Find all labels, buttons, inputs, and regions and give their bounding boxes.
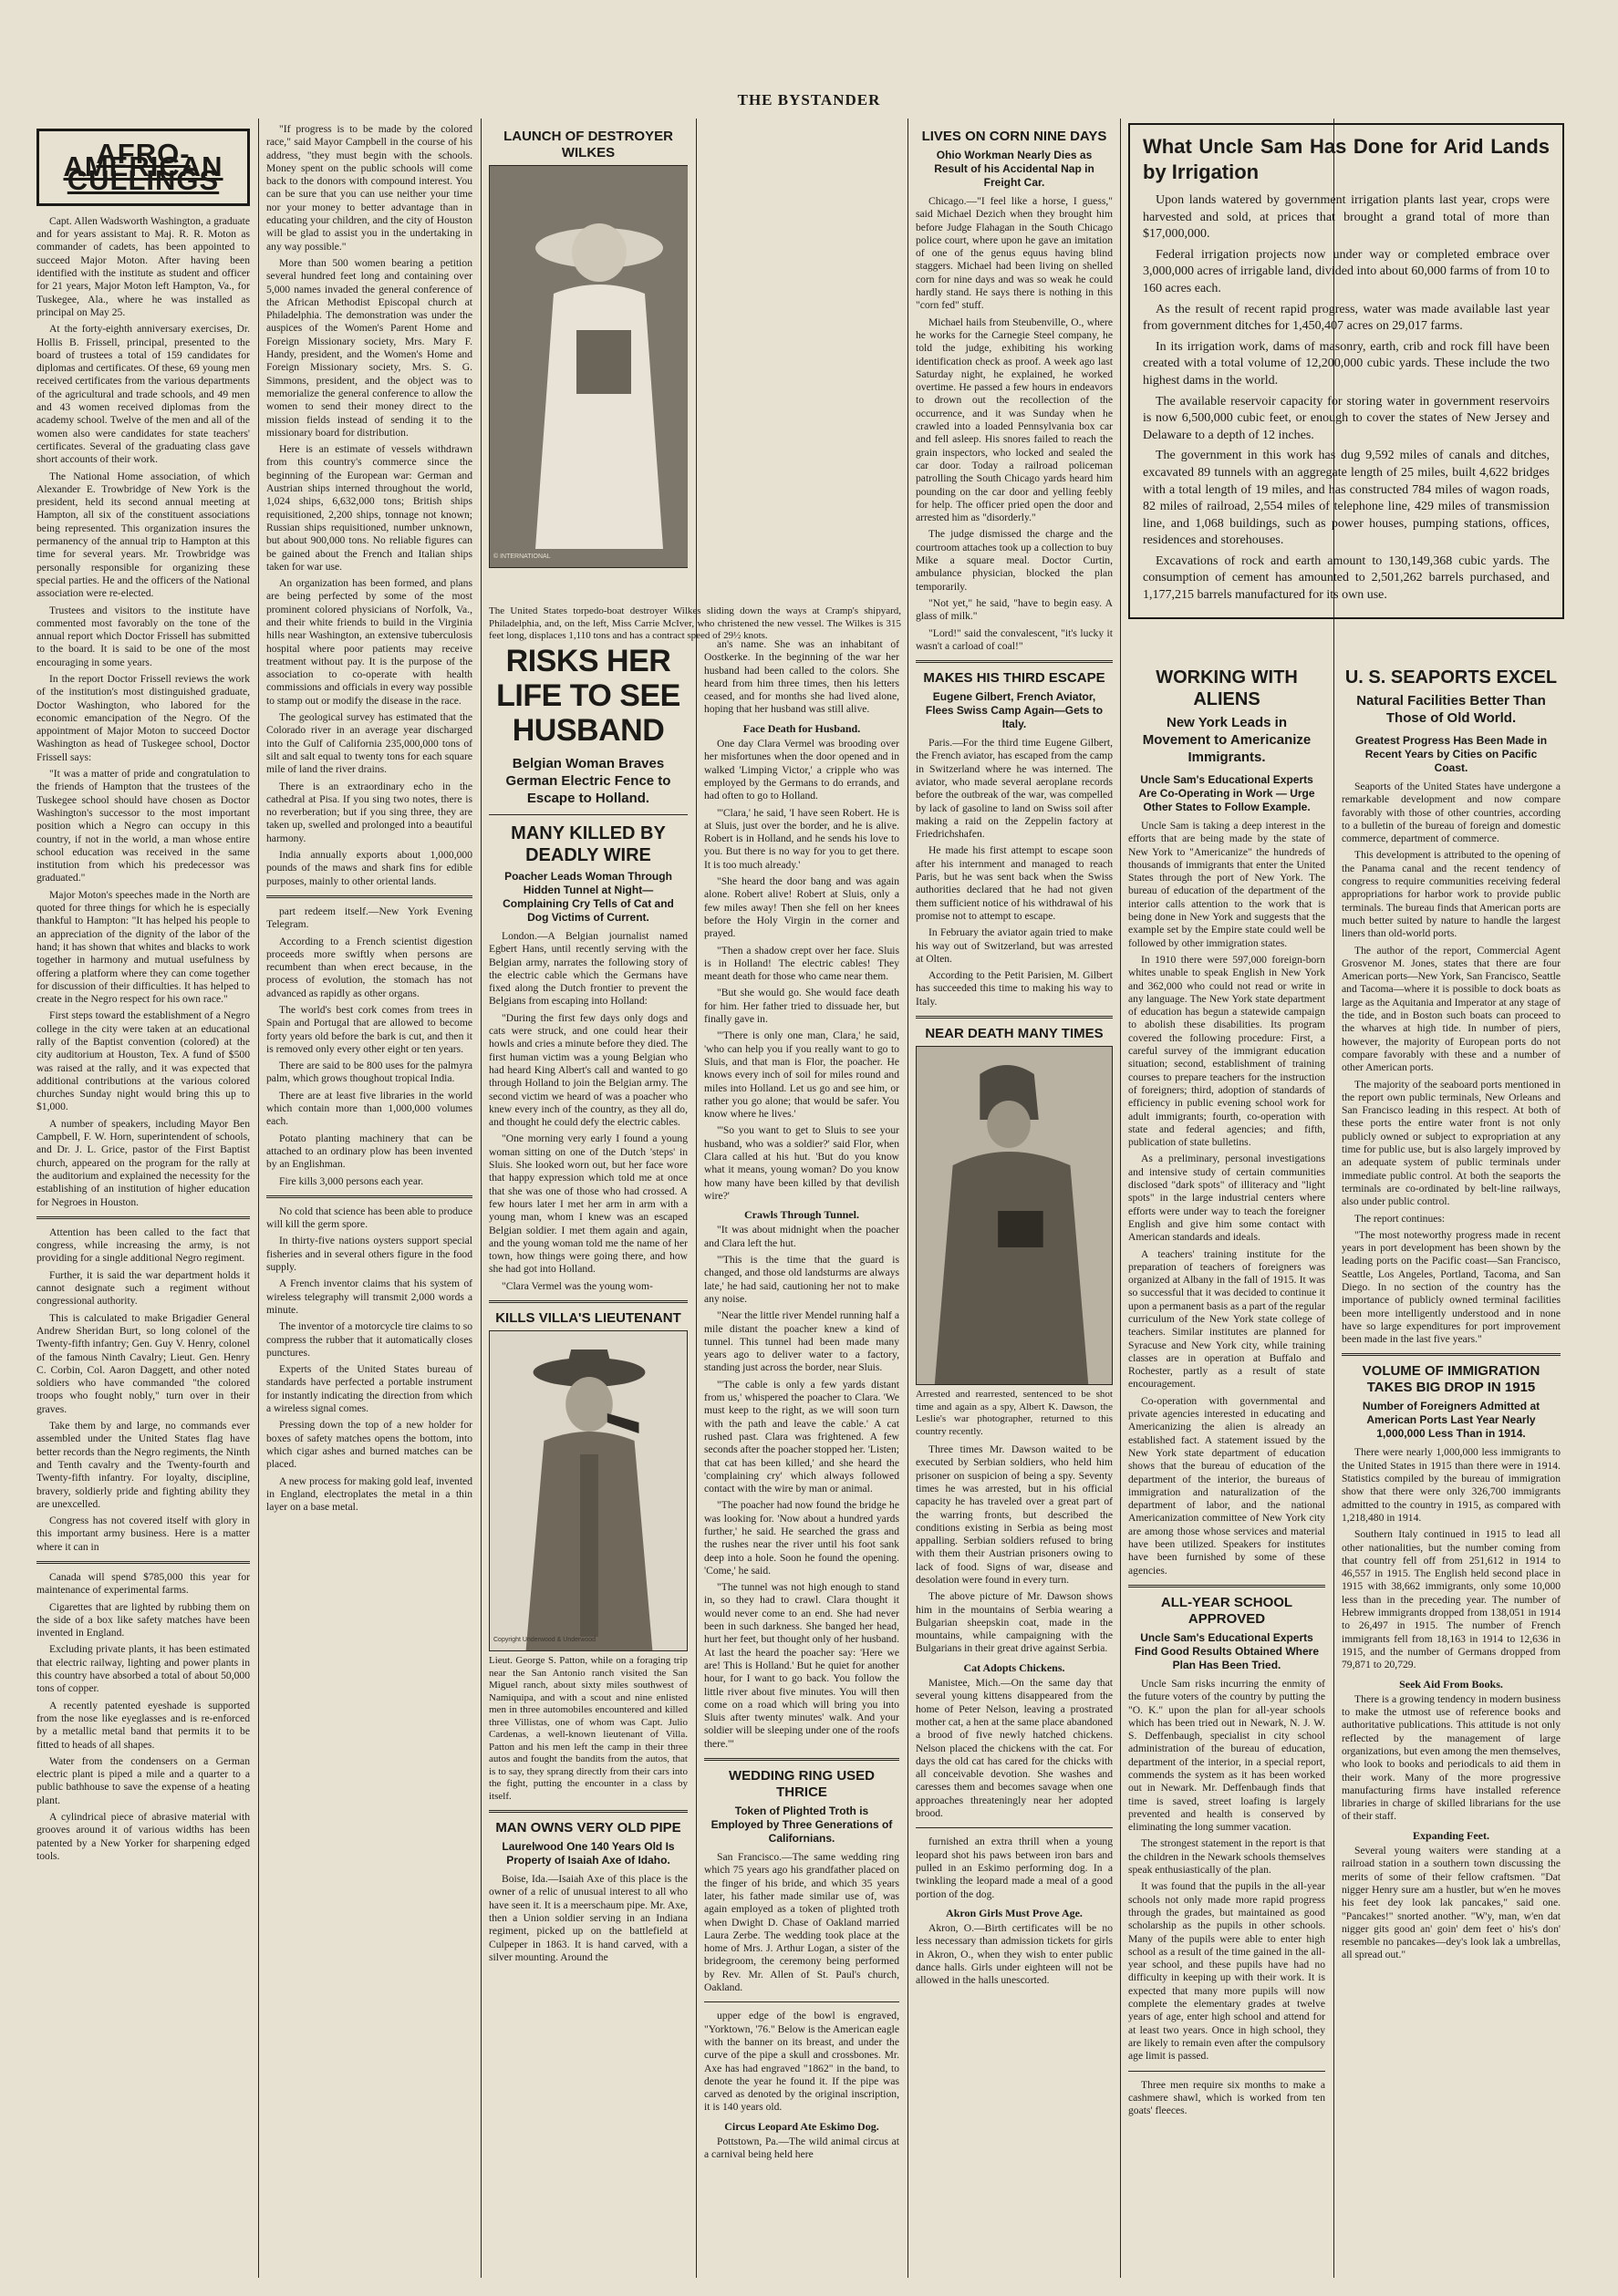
paragraph: A cylindrical piece of abrasive material with grooves around it of various widths has been patented by a New Yorker for sharpening edged tools.	[36, 1811, 250, 1862]
paragraph: Boise, Ida.—Isaiah Axe of this place is the owner of a relic of unusual interest to all who have seen it. It is a meerschaum pipe. Mr. Axe, then a Union soldier serving in an Indiana regiment, picked up on the battlefield at Culpeper in 1863. It is hand carved, with a silver mounting. Around the	[489, 1873, 688, 1963]
paragraph: Three men require six months to make a cashmere shawl, which is worked from ten goats' fleeces.	[1128, 2078, 1325, 2117]
paragraph: Akron, O.—Birth certificates will be no less necessary than admission tickets for girls in Akron, O., when they wish to enter public dance halls. Girls under eighteen will not be allowed in the halls unescorted.	[916, 1922, 1113, 1987]
section-divider	[1342, 1353, 1561, 1356]
paragraph: furnished an extra thrill when a young leopard shot his paws between iron bars and pulled in an Eskimo performing dog. In a twinkling the leopard made a meal of a good portion of the dog.	[916, 1836, 1113, 1900]
paragraph: "'The cable is only a few yards distant from us,' whispered the poacher to Clara. 'We must keep to the right, as we will soon turn with the path and leave the cable.' A cat rushed past. Clara was frightened. A few seconds after the poacher stopped her. 'Listen; that cat has been killed,' and she heard the 'complaining cry' which always followed contact with the wire by man or animal.	[704, 1378, 899, 1495]
paragraph: Water from the condensers on a German electric plant is piped a mile and a quarter to a public bathhouse to save the expense of a heating plant.	[36, 1754, 250, 1806]
paragraph: He made his first attempt to escape soon after his internment and managed to reach Paris, but he was sent back when the Swiss authorities declared that he had not given them sufficient notice of his withdrawal of his promise not to attempt to escape.	[916, 844, 1113, 922]
paragraph: Canada will spend $785,000 this year for maintenance of experimental farms.	[36, 1570, 250, 1597]
headline-seaports: U. S. SEAPORTS EXCEL	[1344, 667, 1558, 688]
paragraph: There is a growing tendency in modern business to make the utmost use of reference books and authoritative publications. This attitude is not only reflected by the management of large organizations, but even among the men themselves, who look to books and periodicals to aid them in their work. Many of the more progressive manufacturing firms have installed reference libraries in charge of skilled librarians for the use of their staff.	[1342, 1692, 1561, 1823]
paragraph: part redeem itself.—New York Evening Telegram.	[266, 905, 472, 931]
headline-third-escape: MAKES HIS THIRD ESCAPE	[923, 670, 1105, 687]
headline-old-pipe: MAN OWNS VERY OLD PIPE	[495, 1820, 681, 1836]
paragraph: "But she would go. She would face death for him. Her father tried to dissuade her, but finally gave in.	[704, 987, 899, 1026]
paragraph: Chicago.—"I feel like a horse, I guess," said Michael Dezich when they brought him before Judge Flahagan in the South Chicago police court, where upon he gave an imitation of one of the genus equus having blind staggers. Michael had been living on shelled corn for nine days and was so weak he could hardly stand. He says there is nothing in this "corn fed" stuff.	[916, 195, 1113, 312]
paragraph: An organization has been formed, and plans are being perfected by some of the most prominent colored physicians of Norfolk, Va., and their white friends to build in the Virginia hills near Washington, an extensive tuberculosis hospital where poor patients may receive treatment without pay. It is the purpose of the association to co-operate with health commissions and officials in every way possible to stamp out or modify the disease in the race.	[266, 577, 472, 707]
headline-risks-her-life: RISKS HER LIFE TO SEE HUSBAND	[496, 644, 680, 748]
deck: Poacher Leads Woman Through Hidden Tunnel at Night—Complaining Cry Tells of Cat and Dog Victims of Current.	[503, 870, 674, 924]
subhead: Face Death for Husband.	[742, 721, 861, 735]
photo-caption: Lieut. George S. Patton, while on a foraging trip near the San Antonio ranch visited the San Miguel ranch, about sixty miles southwest of Namiquipa, and with a scout and nine enlisted men in three automobiles encountered and killed three Villistas, one of whom was Capt. Julio Cardenas, a well-known lieutenant of Villa. Patton and his men left the camp in their three autos and fought the bandits from the autos, that is to say, they sprang directly from their cars into the fight, putting the encounter in a class by itself.	[489, 1655, 688, 1802]
paragraph: The author of the report, Commercial Agent Grosvenor M. Jones, states that there are four American ports—New York, San Francisco, Seattle and Tacoma—where it is possible to dock boats as large as the Aquitania and Imperator at any stage of the tide, and in Boston such boats can proceed to the wharves at high tide. In number of piers, however, the majority of European ports do not compare favorably with these and a number of other American ports.	[1342, 944, 1561, 1074]
subhead: Akron Girls Must Prove Age.	[946, 1906, 1083, 1919]
masthead: THE BYSTANDER	[737, 91, 881, 109]
paragraph: The world's best cork comes from trees in Spain and Portugal that are allowed to become forty years old before the bark is cut, and then it is removed only every other eight or ten years.	[266, 1004, 472, 1055]
paragraph: A French inventor claims that his system of wireless telegraphy will transmit 2,000 words a minute.	[266, 1277, 472, 1316]
deck: Token of Plighted Troth is Employed by Three Generations of Californians.	[710, 1805, 893, 1846]
paragraph: San Francisco.—The same wedding ring which 75 years ago his grandfather placed on the finger of his bride, and which 35 years later, his father made similar use of, was again employed as a token of plighted troth when Dwight D. Chase of Oakland married Laura Zerbe. The wedding took place at the home of Mrs. J. Arthur Logan, a sister of the bridegroom, the ceremony being performed by Rev. Mr. Allen of St. Paul's church, Oakland.	[704, 1851, 899, 1994]
box-title: What Uncle Sam Has Done for Arid Lands by Irrigation	[1143, 135, 1550, 183]
headline-working-aliens: WORKING WITH ALIENS	[1156, 667, 1298, 709]
paragraph: In thirty-five nations oysters support special fisheries and in several others figure in the food supply.	[266, 1235, 472, 1274]
deck: Uncle Sam's Educational Experts Are Co-Operating in Work — Urge Other States to Follow Example.	[1138, 773, 1315, 813]
paragraph: Congress has not covered itself with glory in this important army business. Here is a matter where it can in	[36, 1515, 250, 1553]
paragraph: There is an extraordinary echo in the cathedral at Pisa. If you sing two notes, there is no reverberation; but if you sing three, they are taken up, swelled and prolonged into a beautiful harmony.	[266, 780, 472, 844]
paragraph: The geological survey has estimated that the Colorado river in an average year discharged into the Gulf of California 235,000,000 tons of silt and salt equal to twenty tons for each square mile of land the river drains.	[266, 711, 472, 776]
paragraph: The report continues:	[1354, 1212, 1446, 1225]
paragraph: A new process for making gold leaf, invented in England, electroplates the metal in a thin layer on a base metal.	[266, 1474, 472, 1514]
paragraph: As the result of recent rapid progress, water was made available last year from government ditches for 1,450,407 acres on 29,017 farms.	[1143, 302, 1550, 334]
section-divider	[489, 1300, 688, 1303]
paragraph: This is calculated to make Brigadier General Andrew Sheridan Burt, so long colonel of the Twenty-fifth infantry; Gen. Guy V. Henry, colonel of the famous Ninth Cavalry; Lieut. Gen. Henry C. Corbin, Col. Aaron Daggett, and other noted soldiers who have commanded "the colored troops who fought nobly," turn over in their graves.	[36, 1311, 250, 1415]
paragraph: "It was about midnight when the poacher and Clara left the hut.	[704, 1224, 899, 1249]
paragraph: "The poacher had now found the bridge he was looking for. 'Now about a hundred yards further,' he said. He searched the grass and the rushes near the river until his foot sank deep into a hole. Soon he found the opening. 'Come,' he said.	[704, 1499, 899, 1577]
paragraph: "She heard the door bang and was again alone. Robert alive! Robert at Sluis, only a few miles away! Then she fell on her knees before the Holy Virgin in the corner and prayed.	[704, 875, 899, 940]
paragraph: There were nearly 1,000,000 less immigrants to the United States in 1915 than there were in 1914. Statistics compiled by the bureau of immigration show that there were only 326,700 immigrants admitted to the country in 1915, as compared with 1,218,480 in 1914.	[1342, 1446, 1561, 1524]
paragraph: Cigarettes that are lighted by rubbing them on the side of a box like safety matches have been invented in England.	[36, 1600, 250, 1639]
deck: Belgian Woman Braves German Electric Fence to Escape to Holland.	[505, 756, 671, 806]
section-divider	[916, 660, 1113, 663]
paragraph: Major Moton's speeches made in the North are quoted for three things for which he is especially thankful to Hampton: "It has helped his people to an appreciation of the dignity of the labor of the hand; it has shown that whites and blacks to work together in harmony and mutual usefulness by offering a platform where they can come together for discussion of their difficulties. It has helped to create in the Negro respect for his own race."	[36, 888, 250, 1006]
paragraph: "The tunnel was not high enough to stand in, so they had to crawl. Clara thought it would never come to an end. She had never been in such darkness. She banged her head, hurt her feet, but thought only of her husband. At last the heard the poacher say: 'Here we are! This is Holland.' But he quiet for another hour, for I want to go back. You follow the little river about five minutes. You will then come on a road which will bring you into Sluis after twenty minutes' walk. And your soldier will be sleeping under one of the roofs there.'"	[704, 1581, 899, 1750]
paragraph: Uncle Sam risks incurring the enmity of the future voters of the country by putting the "O. K." upon the plan for all-year schools which has been tried out in Newark, N. J. W. S. Deffenbaugh, specialist in city school administration of the bureau of education, department of the interior, in a special report, commends the system as it has been worked out in Newark. Mr. Deffenbaugh finds that time is saved, street loafing is largely prevented and health is conserved by eliminating the long summer vacation.	[1128, 1677, 1325, 1834]
column-5	[916, 123, 1113, 2273]
column-2	[266, 123, 472, 2273]
paragraph: "If progress is to be made by the colored race," said Mayor Campbell in the course of his address, "they must begin with the schools. Money spent on the public schools will come back to the donors with compound interest. You can be sure that you can use neither your time nor your money to better advantage than in educating your children, and the city of Houston will be glad to assist you in the undertaking in any way possible."	[266, 123, 472, 253]
paragraph: Pottstown, Pa.—The wild animal circus at a carnival being held here	[704, 2135, 899, 2161]
headline-all-year-school: ALL-YEAR SCHOOL APPROVED	[1160, 1594, 1293, 1627]
headline-immigration-drop: VOLUME OF IMMIGRATION TAKES BIG DROP IN 1915	[1362, 1363, 1540, 1396]
arid-lands-frame	[1128, 123, 1564, 619]
deck: Uncle Sam's Educational Experts Find Good Results Obtained Where Plan Has Been Tried.	[1134, 1630, 1319, 1671]
paragraph: "'Clara,' he said, 'I have seen Robert. He is at Sluis, just over the border, and he is alive. Robert is in Holland, and he sends his love to you. But there is no way for you to get there. It is too much already.'	[704, 806, 899, 871]
deck: Laurelwood One 140 Years Old Is Property of Isaiah Axe of Idaho.	[502, 1840, 675, 1867]
divider	[1128, 2071, 1325, 2072]
paragraph: One day Clara Vermel was brooding over her misfortunes when the door opened and in walked 'Limping Victor,' a cripple who was employed by the Germans to do errands, and had often to go to Holland.	[704, 738, 899, 802]
paragraph: "Not yet," he said, "have to begin easy. A glass of milk."	[916, 596, 1113, 623]
paragraph: Michael hails from Steubenville, O., where he works for the Carnegie Steel company, he told the judge, exhibiting his working identification check as proof. A week ago last Saturday night, he explained, he worked overtime. He passed a few hours in endeavors to drown out the recollection of the occurrence, and it was Sunday when he crawled into a loaded Pennsylvania box car and fell asleep. His snores failed to reach the grain inspectors, who locked and sealed the car door. Today a railroad policeman patrolling the South Chicago yards heard him pounding on the car door and yelling feebly for help. The officer pried open the door and arrested him as "disorderly."	[916, 315, 1113, 524]
paragraph: In its irrigation work, dams of masonry, earth, crib and rock fill have been created with a total volume of 12,200,000 cubic yards. These include the two highest dams in the world.	[1143, 339, 1550, 388]
paragraph: "Near the little river Mendel running half a mile distant the poacher knew a kind of tunnel. This tunnel had been made many years ago to deliver water to a factory, standing just across the border, near Sluis.	[704, 1309, 899, 1374]
paragraph: Southern Italy continued in 1915 to lead all other nationalities, but the number coming from that country fell off from 251,612 in 1914 to 46,557 in 1915. The English held second place in 1915 with 38,662 immigrants, only some 10,000 less than in the preceding year. The number of Hebrew immigrants dropped from 138,051 in 1914 to 26,497 in 1915. The number of French immigrants fell from 18,163 in 1914 to 12,636 in 1915, and the number of Germans dropped from 79,871 to 20,729.	[1342, 1528, 1561, 1671]
paragraph: Paris.—For the third time Eugene Gilbert, the French aviator, has escaped from the camp in Switzerland where he was interned. The aviator, who made several aeroplane records before the outbreak of the war, was compelled by lack of gasoline to land on Swiss soil after making a raid on the Zeppelin factory at Friedrichshafen.	[916, 737, 1113, 841]
column-4	[704, 638, 899, 2273]
paragraph: A number of speakers, including Mayor Ben Campbell, F. W. Horn, superintendent of schools, and Dr. J. L. Grice, pastor of the First Baptist church, appeared on the program for the rally at the auditorium and explained the necessity for the establishing of an institution of higher education for Negroes in Houston.	[36, 1117, 250, 1208]
column-7	[1342, 661, 1561, 2273]
headline-corn-nine-days: LIVES ON CORN NINE DAYS	[921, 129, 1107, 144]
paragraph: As a preliminary, personal investigations and intensive study of certain communities disclosed "dark spots" of illiteracy and "light spots" in the large industrial centers where efforts were under way to teach the foreigner English and give him some contact with American standards and ideals.	[1128, 1153, 1325, 1244]
paragraph: "Clara Vermel was the young wom-	[502, 1279, 653, 1292]
paragraph: "'So you want to get to Sluis to see your husband, who was a soldier?' said Flor, when Clara called at his hut. 'But do you know what it means, young woman? Do you know how many have been killed by that devilish wire?'	[704, 1124, 899, 1202]
section-divider	[36, 1561, 250, 1564]
arid-lands-box	[1128, 123, 1564, 652]
paragraph: More than 500 women bearing a petition several hundred feet long and containing over 5,000 names invaded the general conference of the African Methodist Episcopal church at Philadelphia. The demonstration was under the auspices of the Women's Parent Home and Foreign Missionary society, Mrs. Mary F. Handy, president, and the Women's Home and Foreign Missionary society, Mrs. S. G. Simmons, president, and the object was to memorialize the general conference to allow the women to send their money direct to the mission fields instead of sending it to the missionary board for distribution.	[266, 256, 472, 439]
divider	[704, 2001, 899, 2002]
paragraph: "'This is the time that the guard is changed, and those old landsturms are always late,' he had said, cautioning her not to make any noise.	[704, 1254, 899, 1305]
paragraph: Excavations of rock and earth amount to 130,149,368 cubic yards. The consumption of cement has amounted to 2,501,262 barrels purchased, and 1,177,215 barrels manufactured for its own use.	[1143, 553, 1550, 603]
deck: Ohio Workman Nearly Dies as Result of his Accidental Nap in Freight Car.	[934, 149, 1094, 189]
paragraph: Manistee, Mich.—On the same day that several young kittens disappeared from the home of Peter Nelson, leaving a prostrated mother cat, a hen at the same place abandoned a brood of five newly hatched chickens. Nelson placed the chickens with the cat. For days the old cat has cared for the chicks with all conceivable devotion. She washes and caresses them and becomes savage when one approaches threateningly near her adopted brood.	[916, 1677, 1113, 1820]
paragraph: In 1910 there were 597,000 foreign-born whites unable to speak English in New York and 362,000 who could not read or write in any language. The New York state department of education has begun a statewide campaign to abolish these disabilities. Its program covered the following procedure: First, a careful survey of the immigrant education situation; second, establishment of training courses to prepare teachers for the instruction of foreigners; third, adoption of standards of efficiency in public evening school work for adult immigrants; fourth, co-operation with state and federal agencies; and fifth, publication of state bulletins.	[1128, 953, 1325, 1149]
paragraph: A teachers' training institute for the preparation of teachers of foreigners was organized at Albany in the fall of 1915. It was so successful that it was decided to continue it upon a permanent basis as a part of the regular curriculum of the New York state college of teachers. Similar institutes are planned for Syracuse and New York city, while training classes are in operation at Buffalo and Rochester, partly as a result of state encouragement.	[1128, 1247, 1325, 1391]
paragraph: Co-operation with governmental and private agencies interested in educating and Americanizing the alien is already an established fact. A statement issued by the New York state department of education shows that the bureau of education of the department of the interior, the bureaus of immigration and naturalization of the department of labor, and the national Americanization committee of New York city are among those whose services and material have been utilized. Speakers for institutes have been furnished by some of these agencies.	[1128, 1394, 1325, 1577]
paragraph: The inventor of a motorcycle tire claims to so compress the rubber that it automatically closes punctures.	[266, 1320, 472, 1359]
headline-destroyer-wilkes: LAUNCH OF DESTROYER WILKES	[503, 129, 673, 160]
paragraph: There are at least five libraries in the world which contain more than 1,000,000 volumes each.	[266, 1089, 472, 1128]
paragraph: First steps toward the establishment of a Negro college in the city were taken at an educational rally of the Baptist convention (colored) at the city auditorium at Houston, Tex. A fund of $500 was raised at the rally, and it was expected that additional contributions at the various colored churches Sunday night would bring this up to $1,000.	[36, 1009, 250, 1113]
paragraph: Further, it is said the war department holds it cannot designate such a regiment without congressional authority.	[36, 1268, 250, 1308]
paragraph: London.—A Belgian journalist named Egbert Hans, until recently serving with the Belgian army, narrates the following story of the electric cable which the Germans have fixed along the Dutch frontier to prevent the Belgians from escaping into Holland:	[489, 930, 688, 1008]
paragraph: It was found that the pupils in the all-year schools not only made more rapid progress through the grades, but maintained as good scholarship as the pupils in other schools. Many of the pupils were able to enter high school as a result of the time gained in the all-year school, and these pupils have had no difficulty in keeping up with their work. It is expected that many more pupils will now complete the elementary grades at twelve years of age, enter high school and attend for at least two years. Once in high school, they are likely to remain even after the compulsory age limit is passed.	[1128, 1880, 1325, 2063]
section-divider	[916, 1016, 1113, 1019]
deck: Natural Facilities Better Than Those of Old World.	[1356, 693, 1546, 726]
paragraph: Three times Mr. Dawson waited to be executed by Serbian soldiers, who held him prisoner on suspicion of being a spy. Seventy times he was arrested, but in his official capacity he has traveled over a great part of the warring fronts, but described the conditions existing in Serbia as being most appalling. Serbian soldiers refused to bring with them their Austrian prisoners owing to lack of food. Signs of war, disease and desolation were found in every turn.	[916, 1443, 1113, 1586]
paragraph: Upon lands watered by government irrigation plants last year, crops were harvested and sold, at prices that brought a grand total of more than $17,000,000.	[1143, 193, 1550, 242]
paragraph: Excluding private plants, it has been estimated that electric railway, lighting and power plants in this country have absorbed a total of about 50,000 tons of copper.	[36, 1643, 250, 1695]
paragraph: According to the Petit Parisien, M. Gilbert has succeeded this time to making his way to Italy.	[916, 969, 1113, 1008]
paragraph: The available reservoir capacity for storing water in government reservoirs is now 6,500,000 cubic feet, or enough to cover the states of New Jersey and Delaware to a depth of 12 inches.	[1143, 394, 1550, 442]
column-rule	[1120, 119, 1121, 2278]
section-divider	[704, 1758, 899, 1761]
subhead: Cat Adopts Chickens.	[963, 1660, 1065, 1674]
paragraph: In the report Doctor Frissell reviews the work of the institution's most distinguished graduate, Doctor Washington, who labored for the economic emancipation of the Negro. Of the appointment of Major Moton to succeed Doctor Washington as head of Tuskegee school, Doctor Frissell says:	[36, 672, 250, 763]
headline-near-death: NEAR DEATH MANY TIMES	[925, 1026, 1104, 1042]
paragraph: upper edge of the bowl is engraved, "Yorktown, '76." Below is the American eagle with the banner on its breast, and under the curve of the pipe a skull and crossbones. Mr. Axe has had engraved "1862" in the band, to denote the year he found it. If the pipe was carved as denoted by the original inscription, it is 140 years old.	[704, 2010, 899, 2114]
paragraph: According to a French scientist digestion proceeds more swiftly when persons are recumbent than when erect because, in the process of evolution, the stomach has not advanced as rapidly as other organs.	[266, 935, 472, 999]
section-divider	[36, 1216, 250, 1219]
paragraph: The above picture of Mr. Dawson shows him in the mountains of Serbia wearing a Bulgarian sheepskin coat, made in the mountains, while campaigning with the Bulgarians in their great drive against Serbia.	[916, 1590, 1113, 1655]
section-divider	[266, 1195, 472, 1198]
paragraph: This development is attributed to the opening of the Panama canal and the recent tendency of congress to require communities receiving federal appropriations for harbor work to provide public terminals. The bureau finds that American ports are much better suited by nature to handle the largest liners than old-world ports.	[1342, 849, 1561, 940]
paragraph: In February the aviator again tried to make his way out of Switzerland, but was arrested at Olten.	[916, 926, 1113, 965]
photo-destroyer-launch	[489, 165, 688, 568]
paragraph: A recently patented eyeshade is supported from the nose like eyeglasses and is re-enforced by a metallic metal band that permits it to be fitted to heads of all shapes.	[36, 1699, 250, 1751]
deck: New York Leads in Movement to Americanize Immigrants.	[1142, 715, 1312, 765]
paragraph: Uncle Sam is taking a deep interest in the efforts that are being made by the state of New York to "Americanize" the hundreds of thousands of immigrants that enter the United States through the port of New York. The bureau of education of the department of the interior calls attention to the work that is being done in New York and suggests that the example set by the Empire state could well be followed by other immigration states.	[1128, 820, 1325, 949]
subhead: Seek Aid From Books.	[1399, 1677, 1503, 1691]
paragraph: There are said to be 800 uses for the palmyra palm, which grows thoughout tropical India.	[266, 1060, 472, 1085]
paragraph: Experts of the United States bureau of standards have perfected a portable instrument for instantly indicating the direction from which a wireless signal comes.	[266, 1363, 472, 1415]
paragraph: Attention has been called to the fact that congress, while increasing the army, is not providing for a single additional Negro regiment.	[36, 1226, 250, 1265]
paragraph: Take them by and large, no commands ever assembled under the United States flag have better records than the Negro regiments, the Ninth and Tenth cavalry and the Twenty-fourth and Twenty-fifth infantry. For loyalty, discipline, bravery, soldierly pride and fighting ability they are unexcelled.	[36, 1420, 250, 1510]
column-6	[1128, 661, 1325, 2273]
photo-caption: The United States torpedo-boat destroyer Wilkes sliding down the ways at Cramp's shipyard, Philadelphia, and, on the left, Miss Carrie McIver, who christened the new vessel. The Wilkes is 315 feet long, displaces 1,110 tons and has a contract speed of 29½ knots.	[489, 605, 901, 641]
paragraph: No cold that science has been able to produce will kill the germ spore.	[266, 1205, 472, 1231]
paragraph: "'There is only one man, Clara,' he said, 'who can help you if you really want to go to Sluis, and that man is Flor, the poacher. He knows every inch of soil for miles round and miles into Holland. Let us go and see him, or rather you go alone; that would be safer. You know where he lives.'	[704, 1029, 899, 1121]
deck: Greatest Progress Has Been Made in Recent Years by Cities on Pacific Coast.	[1354, 734, 1548, 774]
paragraph: Here is an estimate of vessels withdrawn from this country's commerce since the beginning of the European war: German and Austrian ships interned throughout the world, 1,024 ships, 6,632,000 tons; British ships requisitioned, 2,200 ships, tonnage not known; Russian ships requisitioned, number unknown, but about 900,000 tons. No reliable figures can be gained about the French and Italian ships taken for war use.	[266, 443, 472, 573]
headline-villa-lieutenant: KILLS VILLA'S LIEUTENANT	[495, 1310, 681, 1327]
column-3-lower	[489, 638, 688, 2273]
paragraph: "The most noteworthy progress made in recent years in port development has been shown by the leading ports on the Pacific coast—San Francisco, Seattle, Los Angeles, Portland, Tacoma, and San Diego. In no section of the country has the importance of publicly owned terminal facilities been more intelligently understood and in none have so large expenditures for port improvement been made in the last five years."	[1342, 1228, 1561, 1346]
paragraph: an's name. She was an inhabitant of Oostkerke. In the beginning of the war her husband had been called to the colors. She heard from him three times, then his letters ceased, and for months she had lived alone, hoping that her husband was still alive.	[704, 638, 899, 716]
paragraph: The judge dismissed the charge and the courtroom attaches took up a collection to buy Mike a square meal. Doctor Curtin, ambulance physician, blocked the plan temporarily.	[916, 528, 1113, 593]
divider	[489, 814, 688, 815]
paragraph: Federal irrigation projects now under way or completed embrace over 3,000,000 acres of irrigable land, divided into about 60,000 farms of from 10 to 160 acres each.	[1143, 247, 1550, 295]
column-1	[36, 123, 250, 2273]
headline-wedding-ring: WEDDING RING USED THRICE	[728, 1768, 875, 1801]
column-rule	[258, 119, 259, 2278]
divider	[916, 1827, 1113, 1828]
headline-many-killed: MANY KILLED BY DEADLY WIRE	[511, 823, 666, 865]
deck: Number of Foreigners Admitted at American Ports Last Year Nearly 1,000,000 Less Than in 1914.	[1362, 1400, 1540, 1441]
paragraph: Several young waiters were standing at a railroad station in a southern town discussing the merits of some of their fellow craftsmen. "Dat nigger Henry sure am a hustler, but w'en he moves his feet dey look lak pancakes," said one. "Pancakes!" snorted another. "W'y, man, w'en dat nigger gits good an' goin' dem feet o' his's don' resemble no pancakes—dey's look lak a umbrellas, all spread out."	[1342, 1845, 1561, 1961]
deck: Eugene Gilbert, French Aviator, Flees Swiss Camp Again—Gets to Italy.	[925, 690, 1104, 731]
section-divider	[489, 1810, 688, 1813]
photo-caption: Arrested and rearrested, sentenced to be shot time and again as a spy, Albert K. Dawson, the Leslie's war photographer, returned to this country recently.	[916, 1389, 1113, 1437]
section-divider	[1128, 1585, 1325, 1588]
paragraph: Fire kills 3,000 persons each year.	[279, 1174, 424, 1187]
paragraph: Potato planting machinery that can be attached to an ordinary plow has been invented by an Englishman.	[266, 1132, 472, 1171]
paragraph: "One morning very early I found a young woman sitting on one of the Dutch 'steps' in Sluis. She looked worn out, but her face wore that happy expression which told me at once that she was one of those who had crossed. A few hours later I met her arm in arm with a young man, whom I knew was an escaped Belgian soldier. I met them again and again, and the young woman told me the name of her town, how things were going there, and how she had got into Holland.	[489, 1132, 688, 1276]
paragraph: "During the first few days only dogs and cats were struck, and one could hear their howls and cries a minute before they died. The first human victim was a young Belgian who had heard King Albert's call and wanted to go through Holland to join the Belgian army. The second victim we heard of was a poacher who knew every inch of the country, as they all do, and thought he could defy the electric cables.	[489, 1011, 688, 1129]
photo-credit: © INTERNATIONAL	[493, 553, 551, 560]
column-rule	[696, 119, 697, 2278]
paragraph: "Then a shadow crept over her face. Sluis is in Holland! The electric cables! They meant death for those who came near them.	[704, 944, 899, 983]
paragraph: The government in this work has dug 9,592 miles of canals and ditches, excavated 89 tunnels with an aggregate length of 25 miles, built 4,622 bridges with a total length of 19 miles, and has constructed 784 miles of wagon roads, 82 miles of railroad, 2,554 miles of telephone line, 429 miles of transmission line, and 1,068 buildings, such as power houses, pumping stations, offices, residences and storehouses.	[1143, 449, 1550, 548]
paragraph: The National Home association, of which Alexander E. Trowbridge of New York is the president, held its second annual meeting at Hampton, all six of the constituent associations being represented. This organization insures the permanency of the annual trip to Hampton at this time for several years. Mr. Trowbridge was personally responsible for organizing these special parties. He and the officers of the National association were re-elected.	[36, 470, 250, 600]
column-rule	[481, 119, 482, 2278]
paragraph: India annually exports about 1,000,000 pounds of the maws and shark fins for edible purposes, mainly to other oriental lands.	[266, 849, 472, 887]
paragraph: Trustees and visitors to the institute have commented most favorably on the tone of the annual report which Doctor Frissell has submitted to the board. It is said to be one of the most encouraging in some years.	[36, 604, 250, 668]
paragraph: Capt. Allen Wadsworth Washington, a graduate and for years assistant to Maj. R. R. Moton as commander of cadets, has been appointed to succeed Major Moton. After having been identified with the institute as student and officer for 21 years, Major Moton left Hampton, Va., for Tuskegee, Ala., where he was installed as principal on May 25.	[36, 214, 250, 318]
subhead: Crawls Through Tunnel.	[744, 1208, 859, 1222]
subhead: Circus Leopard Ate Eskimo Dog.	[724, 2119, 879, 2133]
paragraph: The majority of the seaboard ports mentioned in the report own public terminals, New Orleans and San Francisco leading in this respect. At both of these ports the entire water front is not only publicly owned or subject to expropriation at any time for public use, but is also largely improved by an adequate system of public terminals under immediate public control. At both the seaports the terminals are co-ordinated by belt-line railways, also under public control.	[1342, 1078, 1561, 1208]
photo-dawson	[916, 1046, 1113, 1385]
subhead: Expanding Feet.	[1412, 1828, 1489, 1842]
section-divider	[266, 895, 472, 898]
photo-patton	[489, 1330, 688, 1651]
paragraph: Pressing down the top of a new holder for boxes of safety matches opens the bottom, into which cigar ashes and burned matches can be placed.	[266, 1419, 472, 1471]
paragraph: Seaports of the United States have undergone a remarkable development and now compare favorably with those of other countries, according to a bulletin of the bureau of foreign and domestic commerce, department of commerce.	[1342, 781, 1561, 845]
paragraph: "Lord!" said the convalescent, "it's lucky it wasn't a carload of coal!"	[916, 626, 1113, 652]
paragraph: "It was a matter of pride and congratulation to the friends of Hampton that the trustees of the Tuskegee school should have chosen as Doctor Washington's successor to the most important position which a Negro can occupy in this country, if not in the world, a man whose entire school education was received in the same institution from which his predecessor was graduated."	[36, 768, 250, 884]
section-title: AFRO-AMERICAN CULLINGS	[36, 129, 250, 206]
photo-credit: Copyright Underwood & Underwood	[493, 1636, 596, 1643]
paragraph: The strongest statement in the report is that the children in the Newark schools themselves speak enthusiastically of the plan.	[1128, 1837, 1325, 1877]
paragraph: At the forty-eighth anniversary exercises, Dr. Hollis B. Frissell, principal, presented to the board of trustees a total of 159 candidates for diplomas and certificates. Of these, 69 young men received certificates from the various departments of the agricultural and trade schools, and 49 men and 43 women received diplomas from the academy school. Twelve of the men and all of the women also were candidates for state teachers' certificates. Several of the graduating class gave short accounts of their work.	[36, 323, 250, 466]
